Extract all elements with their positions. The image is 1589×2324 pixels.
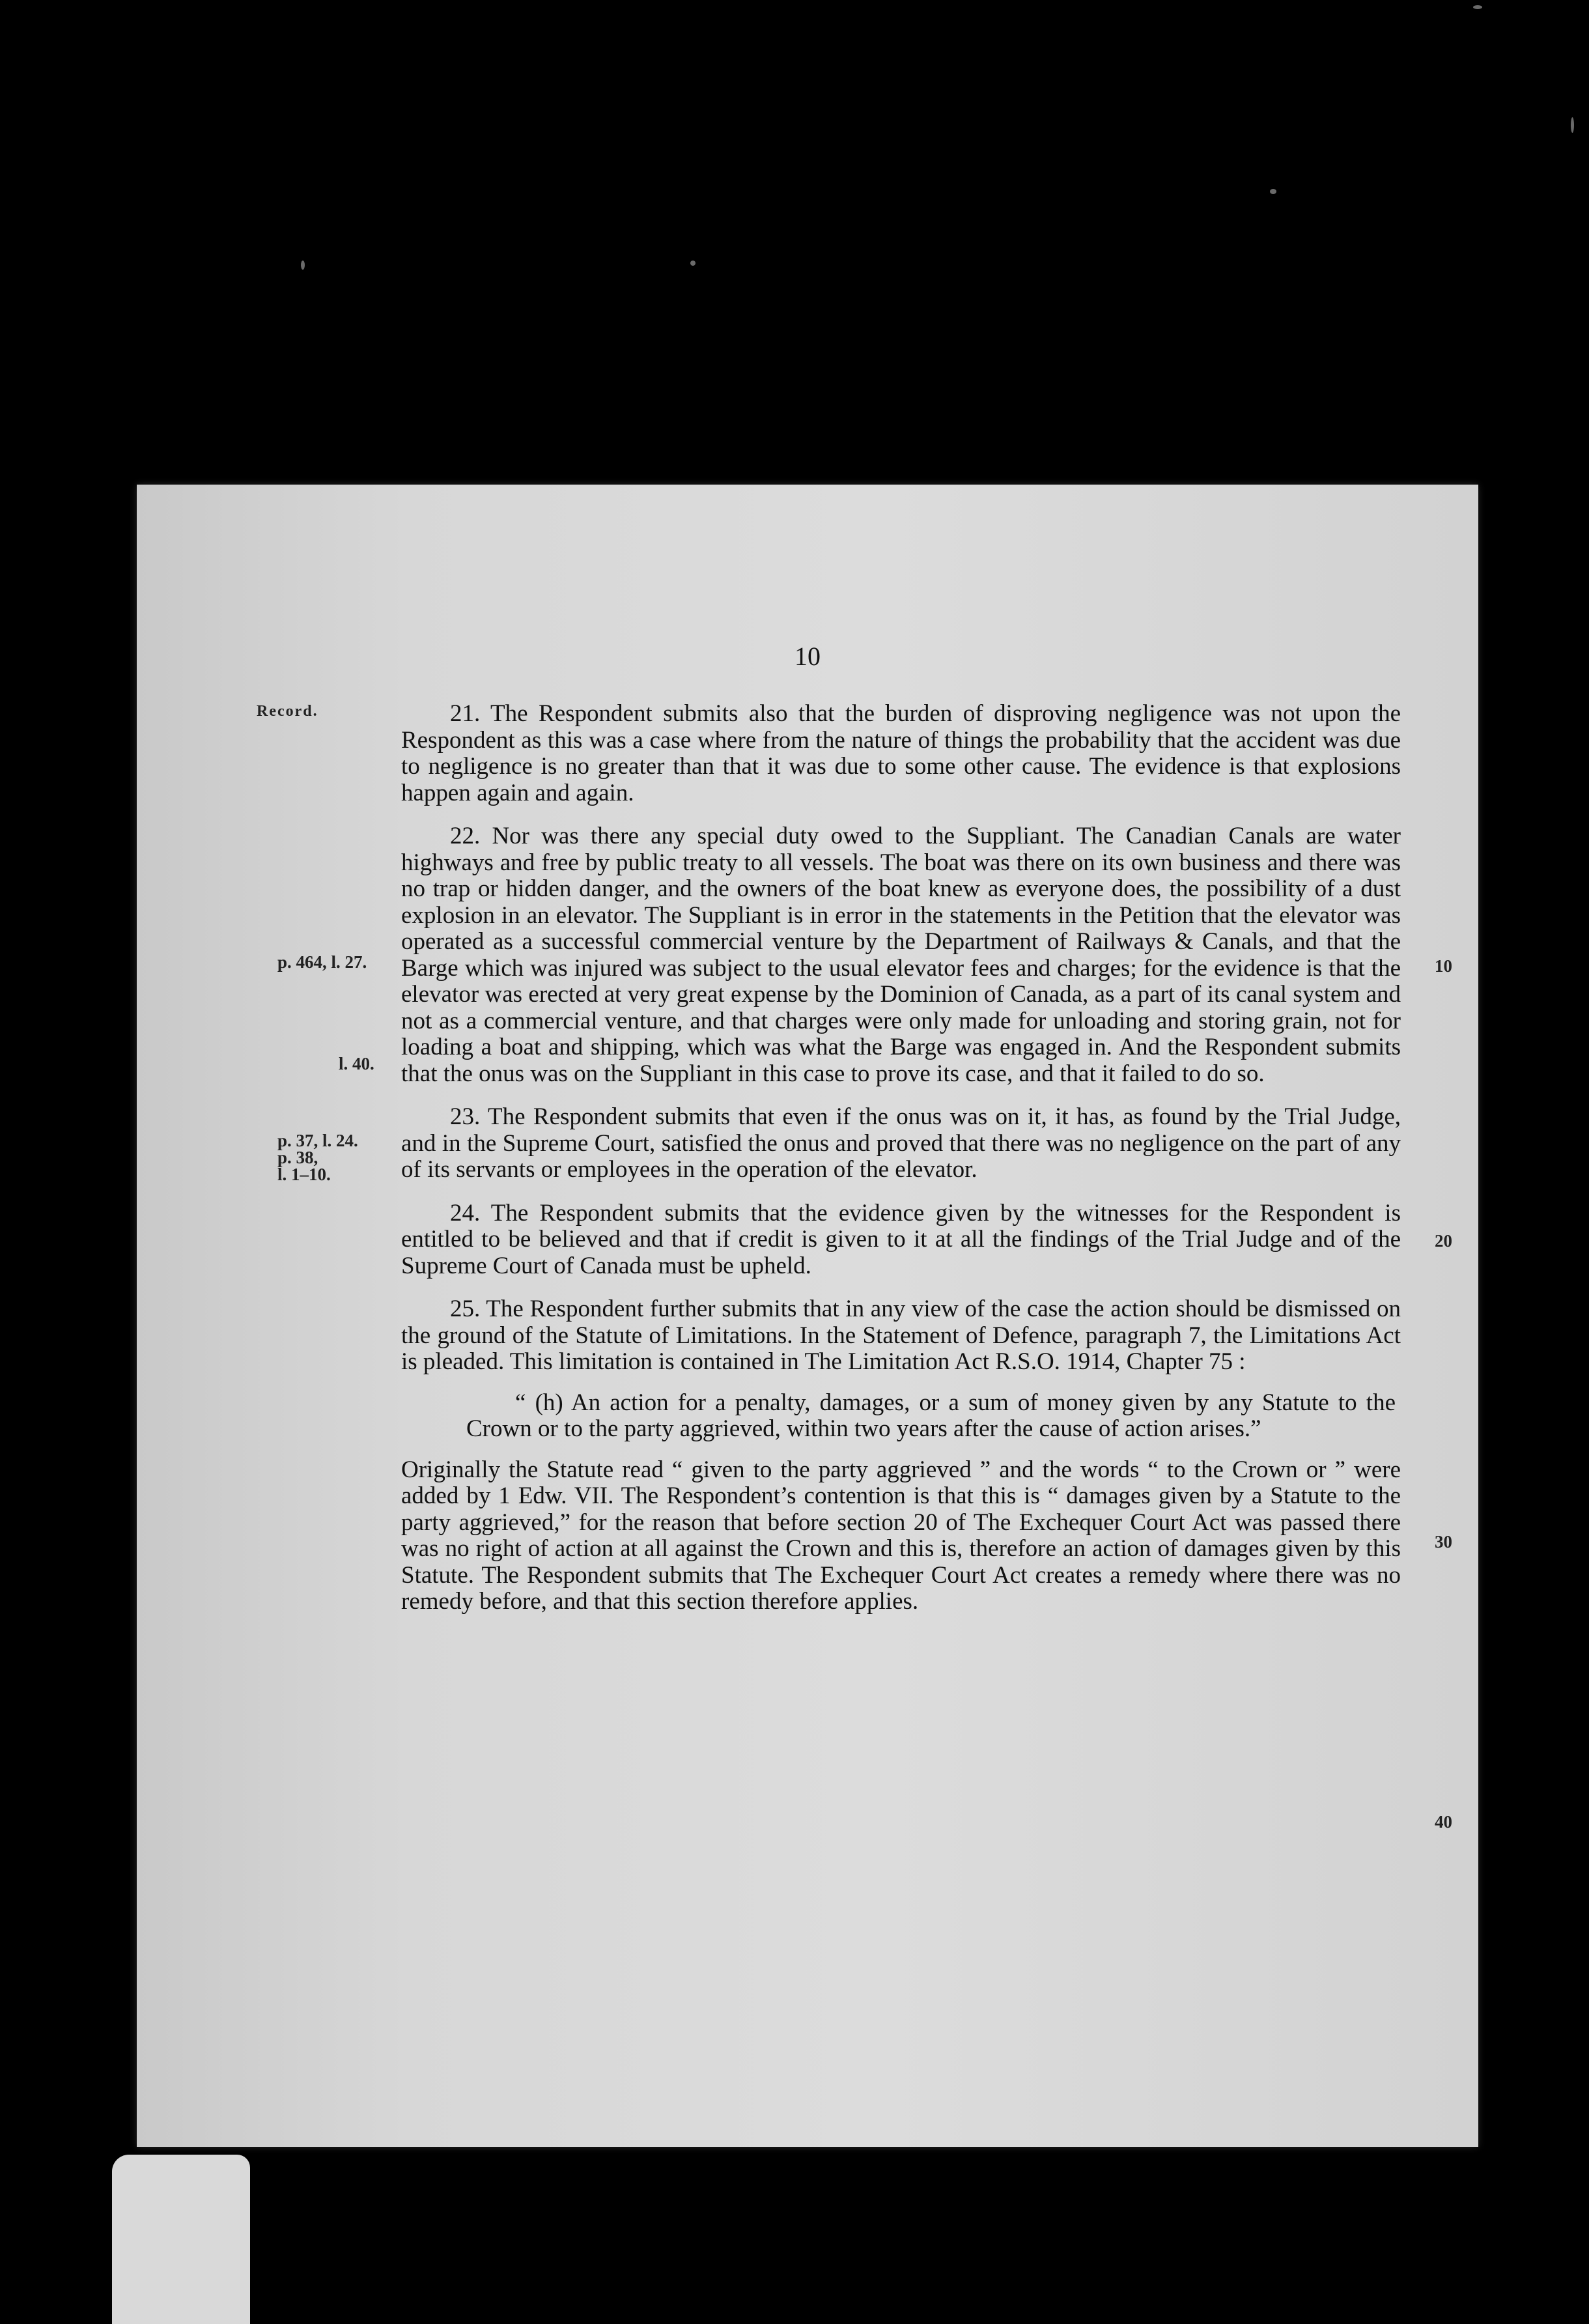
paragraph-23: 23. The Respondent submits that even if the onus was on it, it has, as found by the Trial Judge, and in the Supreme Court, satisfied the onus and proved that there was no negligence on the part of any of its servants or employees in the operation of the elevator. — [401, 1103, 1401, 1183]
statute-quote: “ (h) An action for a penalty, damages, or a sum of money given by any Statute to the Crown or to the party aggrieved, within two years after the cause of action arises.” — [466, 1389, 1396, 1442]
record-label: Record. — [257, 703, 318, 720]
paragraph-22: 22. Nor was there any special duty owed to the Suppliant. The Canadian Canals are water highways and free by public treaty to all vessels. The boat was there on its own business and there was no trap or hidden danger, and the owners of the boat knew as everyone does, the possibility of a dust explosion in an elevator. The Suppliant is in error in the statements in the Petition that the elevator was operated as a successful commercial venture by the Department of Railways & Canals, and that the Barge which was injured was subject to the usual elevator fees and charges; for the evidence is that the elevator was erected at very great expense by the Dominion of Canada, as a part of its canal system and not as a commercial venture, and that charges were only made for unloading and storing grain, not for loading a boat and shipping, which was what the Barge was engaged in. And the Respondent submits that the onus was on the Suppliant in this case to prove its case, and that it failed to do so. — [401, 823, 1401, 1087]
line-number: 40 — [1435, 1812, 1452, 1832]
paragraph-25: 25. The Respondent further submits that in any view of the case the action should be dismissed on the ground of the Statute of Limitations. In the Statement of Defence, paragraph 7, the Limitations Act is pleaded. This limitation is contained in The Limitation Act R.S.O. 1914, Chapter 75 : — [401, 1296, 1401, 1375]
scan-speck — [301, 261, 305, 270]
scan-speck — [1473, 5, 1482, 9]
body-text — [401, 701, 1401, 1615]
paragraph-21: 21. The Respondent submits also that the burden of disproving negligence was not upon the Respondent as this was a case where from the nature of things the probability that the accident was due to negligence is no greater than that it was due to some other cause. The evidence is that explosions happen again and again. — [401, 700, 1401, 806]
line-number: 10 — [1435, 956, 1452, 976]
scan-speck — [1571, 117, 1574, 133]
paragraph-24: 24. The Respondent submits that the evidence given by the witnesses for the Respondent is entitled to be believed and that if credit is given to it at all the findings of the Trial Judge and of the Supreme Court of Canada must be upheld. — [401, 1199, 1401, 1279]
document-page — [137, 485, 1478, 2147]
scan-speck — [690, 261, 696, 266]
scan-speck — [1270, 189, 1276, 194]
scanner-tab — [112, 2155, 250, 2324]
line-number: 20 — [1435, 1231, 1452, 1251]
margin-ref: p. 464, l. 27. — [277, 952, 367, 972]
closing-paragraph: Originally the Statute read “ given to the party aggrieved ” and the words “ to the Crown or ” were added by 1 Edw. VII. The Respondent’s contention is that this is “ damages given by a Statute to the party aggrieved,” for the reason that before section 20 of The Exchequer Court Act was passed there was no right of action at all against the Crown and this is, therefore an action of damages given by this Statute. The Respondent submits that The Exchequer Court Act creates a remedy where there was no remedy before, and that this section therefore applies. — [401, 1456, 1401, 1615]
margin-ref: l. 40. — [339, 1054, 374, 1073]
page-number: 10 — [794, 642, 821, 671]
margin-ref: p. 37, l. 24. p. 38, l. 1–10. — [277, 1131, 358, 1184]
line-number: 30 — [1435, 1532, 1452, 1552]
